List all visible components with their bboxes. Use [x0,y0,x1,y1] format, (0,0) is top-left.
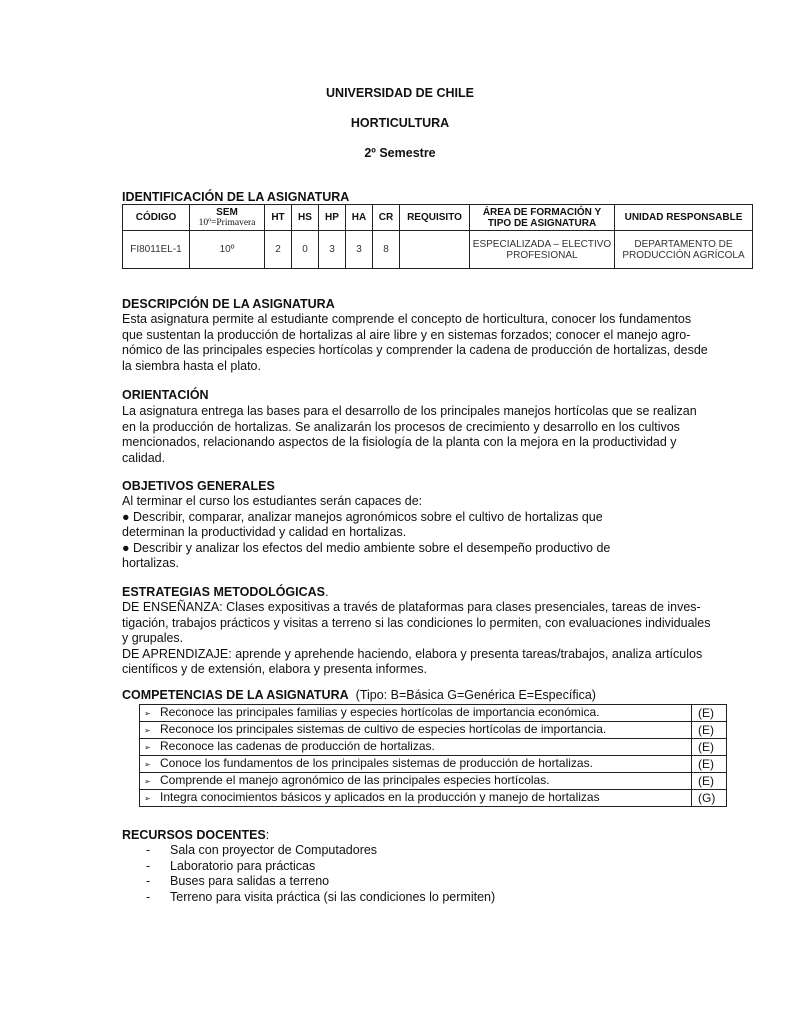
estrategias-line: científicos y de extensión, elabora y presenta informes. [122,662,428,676]
col-hp: HP [319,205,346,231]
competencia-label: Integra conocimientos básicos y aplicados en la producción y manejo de hortalizas [160,790,600,804]
competencia-code: (E) [692,722,727,739]
estrategias-line: DE ENSEÑANZA: Clases expositivas a través de plataformas para clases presenciales, tareas de inves- [122,600,701,614]
competencia-label: Reconoce las cadenas de producción de hortalizas. [160,739,435,753]
cell-area: ESPECIALIZADA – ELECTIVO PROFESIONAL [470,231,615,269]
competencia-row [140,722,727,739]
semester-label: 2º Semestre [364,146,436,160]
dash-bullet: - [146,843,151,857]
competencias-tipo: (Tipo: B=Básica G=Genérica E=Específica) [355,688,596,702]
dash-bullet: - [146,874,151,888]
orientacion-line: calidad. [122,450,166,465]
col-hs: HS [292,205,319,231]
descripcion-title: DESCRIPCIÓN DE LA ASIGNATURA [122,297,335,311]
estrategias-title-suffix: . [325,585,329,599]
recurso-item [146,859,495,875]
competencia-text [140,739,692,756]
objetivos-line: hortalizas. [122,556,179,570]
competencias-table [139,704,727,807]
competencia-row [140,773,727,790]
col-sem-label: SEM [216,206,238,218]
arrow-bullet-icon: ➢ [144,794,151,803]
col-requisito: REQUISITO [400,205,470,231]
competencia-text [140,756,692,773]
competencia-text [140,722,692,739]
competencia-row [140,756,727,773]
competencia-label: Comprende el manejo agronómico de las principales especies hortícolas. [160,773,550,787]
orientacion-line: mencionados, relacionando aspectos de la fisiología de la planta con la mejora en la productividad y [122,435,677,449]
estrategias-title: ESTRATEGIAS METODOLÓGICAS [122,585,326,599]
recurso-label: Terreno para visita práctica (si las condiciones lo permiten) [170,889,496,904]
recurso-item [146,843,495,859]
col-ht: HT [265,205,292,231]
competencia-code: (G) [692,790,727,807]
arrow-bullet-icon: ➢ [144,777,151,786]
col-sem-sub: 10º=Primavera [198,217,256,228]
col-area: ÁREA DE FORMACIÓN Y TIPO DE ASIGNATURA [470,205,615,231]
competencia-text [140,705,692,722]
objetivos-line: Al terminar el curso los estudiantes serán capaces de: [122,494,423,508]
cell-codigo: FI8011EL-1 [123,231,190,269]
identification-header-row [123,205,753,231]
course-title: HORTICULTURA [350,116,450,130]
competencia-code: (E) [692,739,727,756]
competencias-heading [122,688,596,702]
cell-ht: 2 [265,231,292,269]
objetivos-line: ● Describir, comparar, analizar manejos agronómicos sobre el cultivo de hortalizas que [122,509,603,524]
orientacion-title: ORIENTACIÓN [122,388,209,402]
competencia-code: (E) [692,705,727,722]
objetivos-text [122,494,728,572]
cell-ha: 3 [346,231,373,269]
objetivos-line: ● Describir y analizar los efectos del medio ambiente sobre el desempeño productivo de [122,540,611,555]
recurso-item [146,890,495,906]
estrategias-line: DE APRENDIZAJE: aprende y aprehende haciendo, elabora y presenta tareas/trabajos, analiza artículos [122,646,703,661]
competencia-label: Conoce los fundamentos de los principales sistemas de producción de hortalizas. [160,756,593,770]
descripcion-line: que sustentan la producción de hortalizas al aire libre y en sistemas forzados; conocer el manejo agro- [122,327,691,342]
cell-requisito [400,231,470,269]
col-unidad: UNIDAD RESPONSABLE [615,205,753,231]
recurso-label: Sala con proyector de Computadores [170,843,378,857]
objetivos-line: determinan la productividad y calidad en hortalizas. [122,525,407,539]
identification-title: IDENTIFICACIÓN DE LA ASIGNATURA [122,190,350,204]
arrow-bullet-icon: ➢ [144,709,151,718]
competencia-text [140,773,692,790]
orientacion-line: en la producción de hortalizas. Se analizarán los procesos de crecimiento y desarrollo en los cultivos [122,419,680,434]
recurso-item [146,874,495,890]
competencia-row [140,790,727,807]
recurso-label: Laboratorio para prácticas [170,858,316,873]
competencia-code: (E) [692,773,727,790]
estrategias-text [122,600,728,678]
col-cr: CR [373,205,400,231]
recursos-title-suffix: : [265,828,270,842]
descripcion-line: la siembra hasta el plato. [122,358,261,373]
descripcion-text [122,312,728,374]
competencia-code: (E) [692,756,727,773]
col-codigo: CÓDIGO [123,205,190,231]
estrategias-line: y grupales. [122,631,184,645]
recurso-label: Buses para salidas a terreno [170,874,330,888]
col-ha: HA [346,205,373,231]
recursos-title: RECURSOS DOCENTES [122,828,266,842]
orientacion-text [122,404,728,466]
competencias-title: COMPETENCIAS DE LA ASIGNATURA [122,688,349,702]
university-title: UNIVERSIDAD DE CHILE [326,86,474,100]
identification-table [122,204,753,269]
objetivos-title: OBJETIVOS GENERALES [122,479,275,493]
orientacion-line: La asignatura entrega las bases para el desarrollo de los principales manejos hortícolas que se realizan [122,404,697,418]
competencia-row [140,739,727,756]
cell-unidad: DEPARTAMENTO DE PRODUCCIÓN AGRÍCOLA [615,231,753,269]
cell-sem: 10º [190,231,265,269]
competencia-label: Reconoce las principales familias y especies hortícolas de importancia económica. [160,705,600,719]
arrow-bullet-icon: ➢ [144,760,151,769]
dash-bullet: - [146,858,151,873]
arrow-bullet-icon: ➢ [144,726,151,735]
recursos-list [146,843,495,905]
arrow-bullet-icon: ➢ [144,743,151,752]
recursos-heading [122,828,269,842]
identification-data-row [123,231,753,269]
descripcion-line: Esta asignatura permite al estudiante comprende el concepto de horticultura, conocer los fundamentos [122,312,692,326]
cell-hs: 0 [292,231,319,269]
col-sem [190,205,265,231]
competencia-row [140,705,727,722]
competencia-label: Reconoce los principales sistemas de cultivo de especies hortícolas de importancia. [160,722,607,736]
competencia-text [140,790,692,807]
descripcion-line: nómico de las principales especies hortícolas y comprender la cadena de producción de hortalizas, desde [122,343,708,357]
estrategias-line: tigación, trabajos prácticos y visitas a terreno si las condiciones lo permiten, con evaluaciones individuales [122,615,711,630]
dash-bullet: - [146,889,151,904]
cell-cr: 8 [373,231,400,269]
cell-hp: 3 [319,231,346,269]
estrategias-title-wrap [122,585,329,599]
